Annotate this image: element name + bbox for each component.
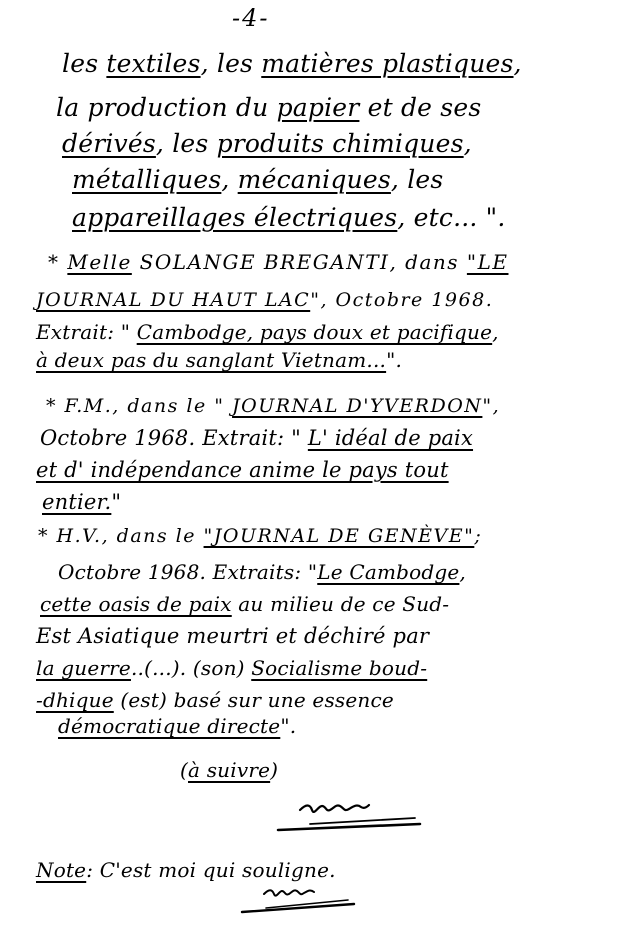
text-line	[56, 94, 481, 122]
text-line	[72, 204, 506, 232]
text-line	[46, 392, 500, 420]
underlined-text-segment: Melle	[67, 250, 132, 274]
text-segment: * H.V., dans le	[38, 525, 204, 547]
text-segment: ,	[513, 49, 522, 78]
text-segment: ".	[386, 348, 403, 372]
text-segment: , les	[155, 129, 217, 158]
text-segment: Octobre 1968. Extrait: "	[40, 426, 308, 450]
underlined-text-segment: dérivés	[62, 129, 156, 158]
text-segment: "	[111, 490, 122, 514]
text-line	[36, 654, 427, 682]
text-line	[38, 522, 482, 550]
underlined-text-segment: "JOURNAL DE GENÈVE"	[203, 525, 475, 547]
text-segment: ;	[474, 525, 483, 547]
text-segment: : C'est moi qui souligne.	[86, 858, 336, 882]
text-line	[40, 590, 449, 618]
underlined-text-segment: matières plastiques	[261, 49, 514, 78]
text-line	[48, 248, 508, 276]
underlined-text-segment: appareillages électriques	[72, 203, 398, 232]
underlined-text-segment: Le Cambodge	[317, 560, 460, 584]
signature-mark	[236, 878, 366, 918]
text-line	[72, 166, 443, 194]
underlined-text-segment: à suivre	[188, 758, 271, 782]
text-segment: ..(...). (son)	[130, 656, 252, 680]
text-segment: (	[180, 758, 189, 782]
text-line	[62, 50, 522, 78]
text-segment: ,	[463, 129, 472, 158]
text-segment: ",	[482, 395, 501, 417]
underlined-text-segment: Socialisme boud-	[251, 656, 428, 680]
text-segment: la production du	[56, 93, 277, 122]
underlined-text-segment: métalliques	[72, 165, 222, 194]
text-line	[36, 318, 499, 346]
text-line	[36, 286, 493, 314]
underlined-text-segment: démocratique directe	[58, 714, 281, 738]
underlined-text-segment: JOURNAL DU HAUT LAC	[36, 289, 311, 311]
underlined-text-segment: la guerre	[36, 656, 131, 680]
underlined-text-segment: papier	[276, 93, 360, 122]
text-line	[36, 346, 402, 374]
text-segment: *	[48, 250, 68, 274]
text-segment: (est) basé sur une essence	[113, 688, 394, 712]
underlined-text-segment: produits chimiques	[216, 129, 464, 158]
underlined-text-segment: entier.	[42, 490, 112, 514]
text-segment: les	[62, 49, 107, 78]
underlined-text-segment: JOURNAL D'YVERDON	[232, 395, 483, 417]
text-segment: ,	[492, 320, 499, 344]
text-line	[62, 130, 472, 158]
text-segment: ,	[221, 165, 238, 194]
text-line	[58, 558, 466, 586]
text-line	[36, 456, 449, 484]
underlined-text-segment: et d' indépendance anime le pays tout	[36, 458, 449, 482]
text-line	[42, 488, 121, 516]
text-line	[36, 622, 429, 650]
text-segment: , les	[200, 49, 262, 78]
text-line	[40, 424, 473, 452]
text-line	[58, 712, 296, 740]
text-segment: SOLANGE BREGANTI, dans	[131, 250, 467, 274]
underlined-text-segment: mécaniques	[237, 165, 391, 194]
text-segment: , les	[390, 165, 444, 194]
text-segment: et de ses	[359, 93, 482, 122]
underlined-text-segment: "LE	[466, 250, 509, 274]
text-line	[180, 756, 278, 784]
text-segment: ", Octobre 1968.	[310, 289, 494, 311]
text-segment: Extrait: "	[36, 320, 137, 344]
underlined-text-segment: cette oasis de paix	[40, 592, 232, 616]
text-segment: * F.M., dans le "	[46, 395, 233, 417]
text-segment: ".	[280, 714, 297, 738]
underlined-text-segment: à deux pas du sanglant Vietnam...	[36, 348, 387, 372]
underlined-text-segment: L' idéal de paix	[307, 426, 474, 450]
page-number: -4-	[232, 4, 270, 32]
text-segment: Est Asiatique meurtri et déchiré par	[36, 624, 430, 648]
underlined-text-segment: Cambodge, pays doux et pacifique	[136, 320, 493, 344]
text-segment: au milieu de ce Sud-	[231, 592, 450, 616]
text-segment: ,	[459, 560, 466, 584]
underlined-text-segment: Note	[36, 858, 87, 882]
underlined-text-segment: -dhique	[36, 688, 114, 712]
underlined-text-segment: textiles	[106, 49, 201, 78]
text-line	[36, 686, 394, 714]
signature-mark	[270, 788, 430, 838]
text-segment: )	[270, 758, 279, 782]
text-segment: , etc... ".	[397, 203, 506, 232]
text-segment: Octobre 1968. Extraits: "	[58, 560, 318, 584]
